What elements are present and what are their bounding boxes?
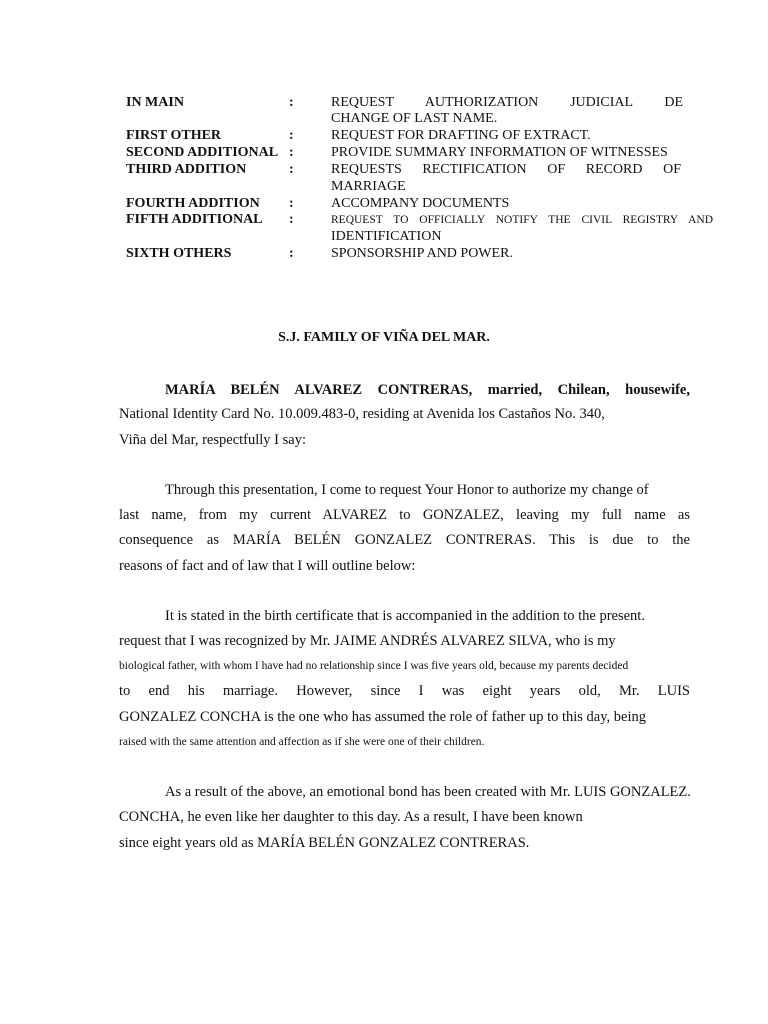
paragraph-line: GONZALEZ CONCHA is the one who has assumed the role of father up to this day, being xyxy=(119,709,647,725)
intro-line: National Identity Card No. 10.009.483-0, residing at Avenida los Castaños No. 340, xyxy=(119,406,605,422)
court-heading: S.J. FAMILY OF VIÑA DEL MAR. xyxy=(278,330,490,345)
header-text: PROVIDE SUMMARY INFORMATION OF WITNESSES xyxy=(331,145,668,160)
paragraph-line: biological father, with whom I have had no relationship since I was five years old, because my parents decided xyxy=(119,660,629,672)
header-colon: : xyxy=(289,196,294,211)
header-label: FIRST OTHER xyxy=(126,128,222,143)
header-text: REQUEST FOR DRAFTING OF EXTRACT. xyxy=(331,128,591,143)
paragraph-line: Through this presentation, I come to request Your Honor to authorize my change of xyxy=(165,482,649,498)
header-label: FIFTH ADDITIONAL xyxy=(126,212,263,227)
header-label: SIXTH OTHERS xyxy=(126,246,232,261)
header-colon: : xyxy=(289,212,294,227)
paragraph-line: raised with the same attention and affection as if she were one of their children. xyxy=(119,736,485,748)
paragraph-line: As a result of the above, an emotional bond has been created with Mr. LUIS GONZALEZ. xyxy=(165,784,691,800)
header-colon: : xyxy=(289,246,294,261)
header-colon: : xyxy=(289,128,294,143)
header-text: ACCOMPANY DOCUMENTS xyxy=(331,196,510,211)
header-text: REQUESTS RECTIFICATION OF RECORD OF xyxy=(331,162,681,177)
header-label: IN MAIN xyxy=(126,95,184,110)
header-text-continued: IDENTIFICATION xyxy=(331,229,442,244)
header-colon: : xyxy=(289,95,294,110)
paragraph-line: last name, from my current ALVAREZ to GONZALEZ, leaving my full name as xyxy=(119,507,690,523)
header-text: REQUEST TO OFFICIALLY NOTIFY THE CIVIL REGISTRY AND xyxy=(331,214,713,226)
paragraph-line: CONCHA, he even like her daughter to this day. As a result, I have been known xyxy=(119,809,583,825)
header-label: FOURTH ADDITION xyxy=(126,196,260,211)
header-text: REQUEST AUTHORIZATION JUDICIAL DE xyxy=(331,95,683,110)
header-colon: : xyxy=(289,162,294,177)
header-label: THIRD ADDITION xyxy=(126,162,247,177)
paragraph-line: request that I was recognized by Mr. JAIME ANDRÉS ALVAREZ SILVA, who is my xyxy=(119,633,616,649)
header-label: SECOND ADDITIONAL xyxy=(126,145,279,160)
petitioner-name: MARÍA BELÉN ALVAREZ CONTRERAS, married, Chilean, housewife, xyxy=(165,382,690,398)
paragraph-line: consequence as MARÍA BELÉN GONZALEZ CONTRERAS. This is due to the xyxy=(119,532,690,548)
intro-name-line xyxy=(165,381,690,399)
intro-line: Viña del Mar, respectfully I say: xyxy=(119,432,306,448)
paragraph-line: to end his marriage. However, since I was eight years old, Mr. LUIS xyxy=(119,683,690,699)
paragraph-line: reasons of fact and of law that I will outline below: xyxy=(119,558,416,574)
header-text: SPONSORSHIP AND POWER. xyxy=(331,246,513,261)
header-colon: : xyxy=(289,145,294,160)
paragraph-line: It is stated in the birth certificate that is accompanied in the addition to the present. xyxy=(165,608,645,624)
header-text-continued: MARRIAGE xyxy=(331,179,406,194)
paragraph-line: since eight years old as MARÍA BELÉN GONZALEZ CONTRERAS. xyxy=(119,835,530,851)
header-text-continued: CHANGE OF LAST NAME. xyxy=(331,111,498,126)
